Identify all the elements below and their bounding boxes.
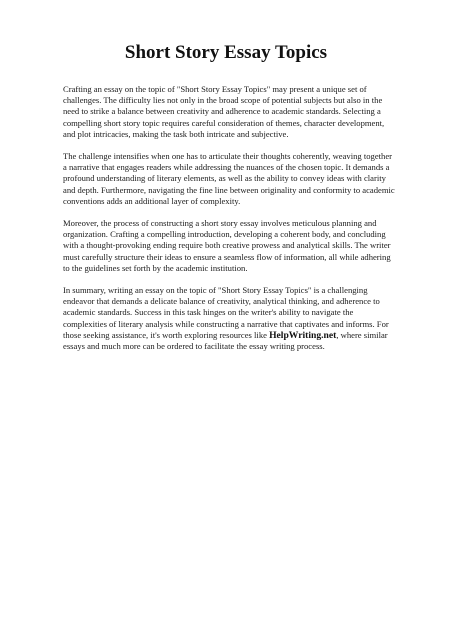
paragraph-1: Crafting an essay on the topic of "Short Story Essay Topics" may present a unique set of challenges. The difficulty lies not only in the broad scope of potential subjects but also in the need to strike a balance between creativity and adherence to academic standards. Selecting a compelling short story topic requires careful consideration of themes, character development, and plot intricacies, making the task both intricate and subjective. — [63, 84, 385, 139]
paragraph-4 — [63, 285, 395, 352]
paragraph-3: Moreover, the process of constructing a short story essay involves meticulous planning and organization. Crafting a compelling introduction, developing a coherent body, and concluding with a thought-provoking ending require both creative prowess and analytical skills. The writer must carefully structure their ideas to ensure a seamless flow of information, all while adhering to the guidelines set forth by the academic institution. — [63, 218, 391, 273]
helpwriting-brand-link[interactable]: HelpWriting.net — [269, 329, 337, 341]
document-body — [63, 84, 395, 363]
page-title: Short Story Essay Topics — [124, 42, 328, 63]
paragraph-4-outro: , where similar essays and much more can be ordered to facilitate the essay writing process. — [63, 329, 388, 352]
paragraph-4-intro: In summary, writing an essay on the topic of "Short Story Essay Topics" is a challenging endeavor that demands a delicate balance of creativity, analytical thinking, and adherence to academic standards. Success in this task hinges on the writer's ability to navigate the complexities of literary analysis while constructing a narrative that captivates and informs. For those seeking assistance, it's worth exploring resources like — [63, 285, 389, 340]
paragraph-2: The challenge intensifies when one has to articulate their thoughts coherently, weaving together a narrative that engages readers while addressing the nuances of the chosen topic. It demands a profound understanding of literary elements, as well as the ability to convey ideas with clarity and depth. Furthermore, navigating the fine line between originality and conformity to academic conventions adds an additional layer of complexity. — [63, 151, 395, 206]
